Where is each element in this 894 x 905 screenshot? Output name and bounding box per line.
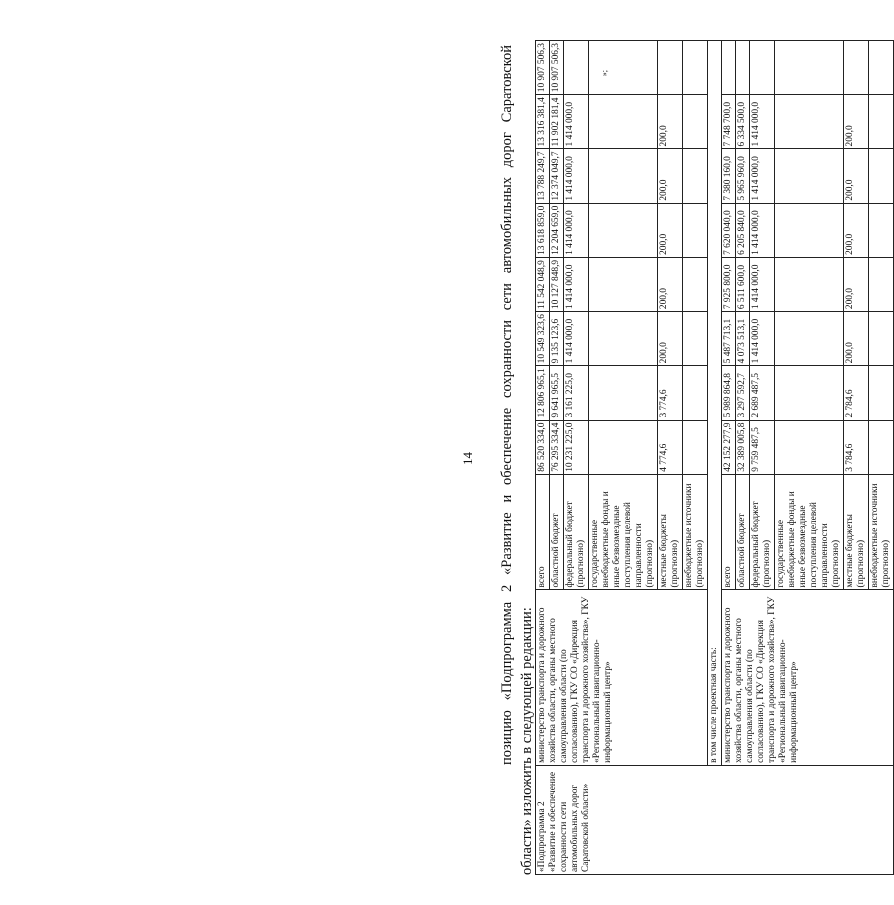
source-label-cell: местные бюджеты (прогнозно) [658, 474, 683, 590]
page-number: 14 [460, 452, 475, 465]
value-cell [589, 41, 658, 95]
intro-line-1: позицию «Подпрограмма 2 «Развитие и обеспечение сохранности сети автомобильных дорог Саратовской [499, 45, 515, 765]
value-cell [750, 41, 775, 95]
value-cell: 6 334 500,0 [736, 95, 750, 149]
value-cell: 3 297 592,7 [736, 366, 750, 420]
value-cell: 200,0 [658, 95, 683, 149]
value-cell [869, 41, 894, 95]
value-cell: 1 414 000,0 [564, 203, 589, 257]
value-cell: 2 784,6 [844, 366, 869, 420]
value-cell: 13 316 381,4 [536, 95, 550, 149]
value-cell: 5 989 864,8 [722, 366, 736, 420]
closing-mark: »; [600, 70, 609, 77]
value-cell [683, 366, 708, 420]
value-cell: 1 414 000,0 [750, 95, 775, 149]
value-cell: 86 520 334,0 [536, 420, 550, 474]
budget-table [535, 40, 894, 875]
value-cell: 13 788 249,7 [536, 149, 550, 203]
value-cell: 76 295 334,4 [550, 420, 564, 474]
value-cell: 6 511 600,0 [736, 257, 750, 311]
value-cell: 12 806 965,1 [536, 366, 550, 420]
value-cell [589, 203, 658, 257]
value-cell: 200,0 [658, 203, 683, 257]
value-cell: 10 231 225,0 [564, 420, 589, 474]
value-cell: 4 774,6 [658, 420, 683, 474]
value-cell [589, 366, 658, 420]
value-cell [775, 149, 844, 203]
source-label-cell: местные бюджеты (прогнозно) [844, 474, 869, 590]
value-cell: 10 127 848,9 [550, 257, 564, 311]
subheader-row [708, 41, 722, 875]
value-cell [775, 257, 844, 311]
table-row [722, 41, 736, 875]
value-cell: 7 748 700,0 [722, 95, 736, 149]
value-cell: 11 902 181,4 [550, 95, 564, 149]
source-label-cell: всего [722, 474, 736, 590]
value-cell [775, 203, 844, 257]
value-cell: 4 073 513,1 [736, 312, 750, 366]
source-label-cell: государственные внебюджетные фонды и иные безвозмездные поступления целевой направленности (прогнозно) [589, 474, 658, 590]
value-cell [683, 41, 708, 95]
intro-text [497, 45, 537, 875]
value-cell: 9 641 965,5 [550, 366, 564, 420]
value-cell [683, 203, 708, 257]
value-cell [683, 95, 708, 149]
value-cell: 5 965 960,0 [736, 149, 750, 203]
source-label-cell: внебюджетные источники (прогнозно) [683, 474, 708, 590]
value-cell: 200,0 [658, 312, 683, 366]
value-cell [722, 41, 736, 95]
subheader-cell: в том числе проектная часть: [708, 41, 722, 766]
program-name-cell: «Подпрограмма 2 «Развитие и обеспечение сохранности сети автомобильных дорог Саратовской области» [536, 765, 894, 874]
value-cell: 42 152 277,9 [722, 420, 736, 474]
value-cell: 200,0 [844, 95, 869, 149]
value-cell: 200,0 [844, 312, 869, 366]
value-cell: 32 389 005,8 [736, 420, 750, 474]
value-cell [564, 41, 589, 95]
value-cell: 3 784,6 [844, 420, 869, 474]
value-cell [844, 41, 869, 95]
source-label-cell: государственные внебюджетные фонды и иные безвозмездные поступления целевой направленности (прогнозно) [775, 474, 844, 590]
value-cell: 3 161 225,0 [564, 366, 589, 420]
intro-line-2: области» изложить в следующей редакции: [519, 607, 535, 875]
source-label-cell: областной бюджет [550, 474, 564, 590]
value-cell: 6 205 840,0 [736, 203, 750, 257]
value-cell [589, 420, 658, 474]
value-cell: 1 414 000,0 [750, 149, 775, 203]
value-cell: 12 204 659,0 [550, 203, 564, 257]
value-cell [775, 420, 844, 474]
value-cell: 7 925 800,0 [722, 257, 736, 311]
value-cell [869, 95, 894, 149]
value-cell: 5 487 713,1 [722, 312, 736, 366]
value-cell: 200,0 [844, 203, 869, 257]
value-cell [869, 257, 894, 311]
value-cell: 10 549 323,6 [536, 312, 550, 366]
value-cell [736, 41, 750, 95]
value-cell [683, 257, 708, 311]
value-cell: 1 414 000,0 [750, 203, 775, 257]
value-cell [775, 95, 844, 149]
value-cell: 200,0 [844, 149, 869, 203]
value-cell [589, 312, 658, 366]
value-cell: 1 414 000,0 [564, 257, 589, 311]
value-cell [589, 149, 658, 203]
value-cell: 9 759 487,5 [750, 420, 775, 474]
value-cell: 10 907 506,3 [536, 41, 550, 95]
value-cell: 1 414 000,0 [564, 95, 589, 149]
value-cell [589, 257, 658, 311]
value-cell: 7 380 160,0 [722, 149, 736, 203]
source-label-cell: федеральный бюджет (прогнозно) [750, 474, 775, 590]
value-cell [869, 366, 894, 420]
source-label-cell: федеральный бюджет (прогнозно) [564, 474, 589, 590]
value-cell [869, 420, 894, 474]
value-cell: 1 414 000,0 [750, 257, 775, 311]
executors-cell: министерство транспорта и дорожного хозяйства области, органы местного самоуправления области (по согласованию), ГКУ СО «Дирекция транспорта и дорожного хозяйства», ГКУ «Региональный навигационно-информационный центр» [722, 590, 894, 765]
table-row [536, 41, 550, 875]
value-cell: 11 542 048,9 [536, 257, 550, 311]
value-cell [775, 312, 844, 366]
value-cell: 3 774,6 [658, 366, 683, 420]
value-cell: 1 414 000,0 [750, 312, 775, 366]
value-cell [683, 149, 708, 203]
executors-cell: министерство транспорта и дорожного хозяйства области, органы местного самоуправления области (по согласованию), ГКУ СО «Дирекция транспорта и дорожного хозяйства», ГКУ «Региональный навигационно-информационный центр» [536, 590, 708, 765]
value-cell: 1 414 000,0 [564, 312, 589, 366]
value-cell [869, 149, 894, 203]
value-cell [869, 312, 894, 366]
source-label-cell: всего [536, 474, 550, 590]
value-cell: 200,0 [844, 257, 869, 311]
value-cell [683, 312, 708, 366]
value-cell [683, 420, 708, 474]
value-cell: 200,0 [658, 149, 683, 203]
value-cell [869, 203, 894, 257]
value-cell: 12 374 049,7 [550, 149, 564, 203]
value-cell: 2 689 487,5 [750, 366, 775, 420]
value-cell: 13 618 859,0 [536, 203, 550, 257]
source-label-cell: областной бюджет [736, 474, 750, 590]
value-cell: 9 135 123,6 [550, 312, 564, 366]
value-cell [658, 41, 683, 95]
source-label-cell: внебюджетные источники (прогнозно) [869, 474, 894, 590]
value-cell: 10 907 506,3 [550, 41, 564, 95]
value-cell [589, 95, 658, 149]
value-cell: 7 620 040,0 [722, 203, 736, 257]
value-cell [775, 41, 844, 95]
value-cell [775, 366, 844, 420]
value-cell: 200,0 [658, 257, 683, 311]
value-cell: 1 414 000,0 [564, 149, 589, 203]
